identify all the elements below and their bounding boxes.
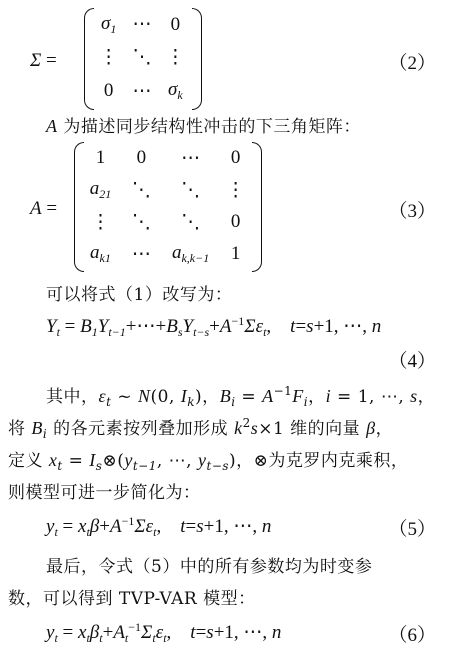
eq3-cell: ⋱	[131, 211, 151, 233]
eq2-right-bracket	[192, 8, 202, 110]
eq2-cell: ⋯	[132, 14, 152, 36]
eq2-cell: 0	[103, 80, 114, 102]
paragraph-finally-line1: 最后，令式（5）中的所有参数均为时变参	[46, 557, 373, 577]
paragraph-lower-triangular: A 为描述同步结构性冲击的下三角矩阵：	[46, 116, 361, 137]
eq2-number: （2）	[388, 53, 436, 74]
eq2-lhs: Σ =	[30, 50, 57, 71]
eq3-cell: 1	[95, 147, 106, 168]
eq3-cell: ⋮	[90, 211, 110, 233]
eq2-cell: $\sigma_1$	[100, 12, 117, 36]
eq4-number: （4）	[388, 351, 436, 372]
equation-5: $y_t = x_t\beta+A^{-1}\Sigma\varepsilon_t$, t=s+1, ⋯, n	[46, 514, 272, 539]
eq3-cell: 1	[230, 243, 241, 264]
paragraph-where-line1: 其中，$\varepsilon_t$ ~ N(0, $I_k$)，$B_i = A^{-1}F_i$，i = 1, ⋯, s，	[46, 384, 436, 409]
eq2-cell: $\sigma_k$	[167, 79, 183, 103]
eq6-number: （6）	[388, 625, 436, 646]
equation-6: $y_t = x_t\beta_t+A_t^{-1}\Sigma_t\varepsilon_t$, t=s+1, ⋯, n	[46, 620, 282, 645]
paragraph-where-line4: 则模型可进一步简化为：	[8, 483, 201, 503]
eq2-matrix	[92, 8, 192, 108]
eq2-cell: ⋯	[132, 80, 152, 102]
eq3-right-bracket	[252, 142, 262, 272]
eq3-number: （3）	[388, 201, 436, 222]
equation-4: $Y_t$ = $B_1Y_{t-1}+\cdots+B_sY_{t-s}+A^{-1}\Sigma\varepsilon_t$, t=s+1, ⋯, n	[46, 314, 382, 339]
eq3-cell: $a_{k1}$	[90, 242, 111, 265]
eq3-cell: ⋮	[226, 179, 246, 201]
eq3-cell: $a_{21}$	[89, 178, 112, 201]
eq3-cell: ⋯	[181, 147, 201, 169]
eq3-cell: 0	[230, 147, 241, 168]
eq3-matrix	[80, 142, 252, 270]
paragraph-rewrite: 可以将式（1）改写为：	[46, 285, 233, 305]
eq3-lhs: A =	[30, 198, 58, 219]
paragraph-where-line3: 定义 $x_t$ = $I_s\otimes(y_{t-1}$, ⋯, $y_{t-s}$)，⊗为克罗内克乘积，	[8, 450, 409, 473]
eq2-cell: ⋮	[99, 47, 119, 69]
eq3-cell: ⋯	[131, 243, 151, 265]
eq2-cell: 0	[170, 13, 181, 35]
eq3-cell: ⋱	[181, 179, 201, 201]
eq3-cell: 0	[230, 211, 241, 232]
eq3-cell: 0	[136, 147, 147, 168]
eq3-cell: ⋱	[181, 211, 201, 233]
paragraph-where-line2: 将 $B_i$ 的各元素按列叠加形成 $k^2s\times 1$ 维的向量 β，	[8, 416, 394, 441]
eq2-cell: ⋱	[132, 47, 152, 69]
eq5-number: （5）	[388, 519, 436, 540]
eq3-cell: ⋱	[131, 179, 151, 201]
eq2-cell: ⋮	[165, 47, 185, 69]
eq3-cell: $a_{k,k-1}$	[171, 242, 210, 265]
paragraph-finally-line2: 数，可以得到 TVP-VAR 模型：	[8, 589, 256, 609]
